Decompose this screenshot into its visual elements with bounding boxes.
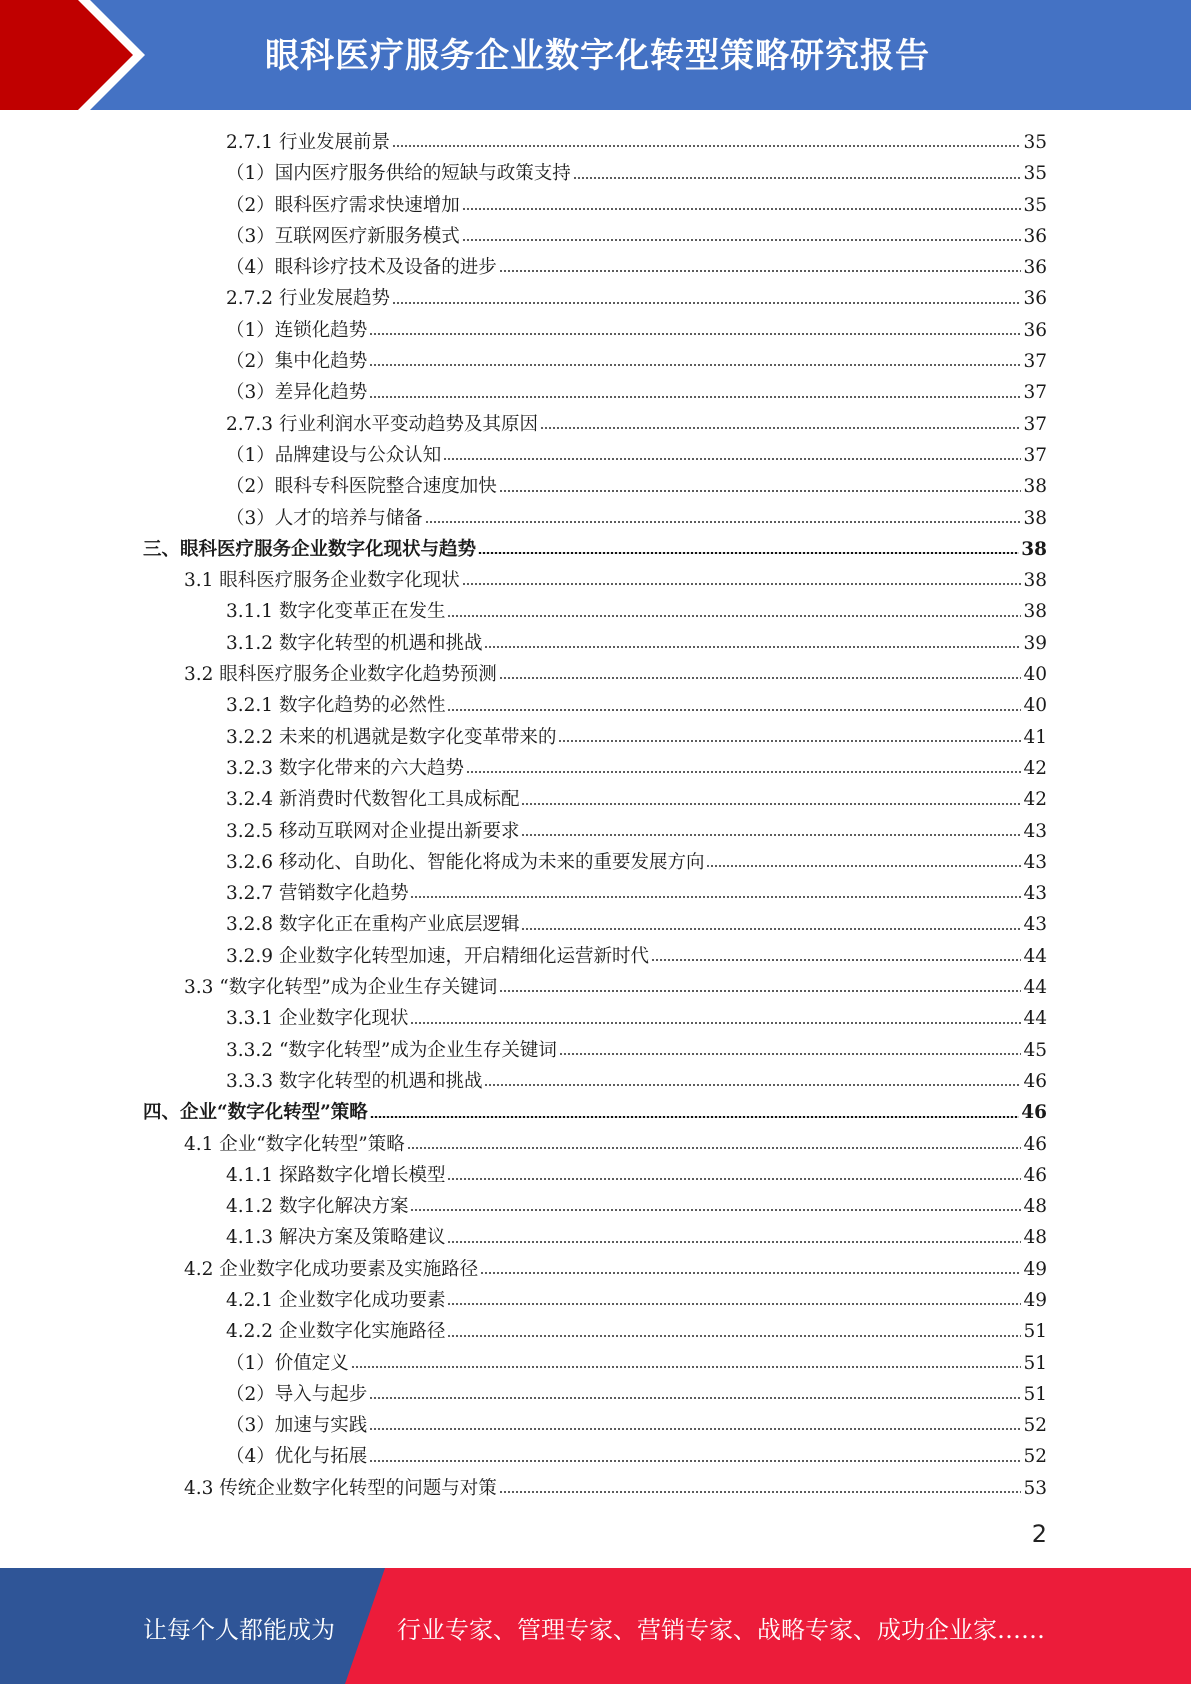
toc-entry[interactable] <box>0 878 1191 909</box>
toc-dot-leader <box>370 1116 1019 1118</box>
toc-entry[interactable] <box>0 972 1191 1003</box>
toc-entry-page: 45 <box>1023 1039 1047 1061</box>
toc-dot-leader <box>499 490 1022 492</box>
toc-dot-leader <box>369 1428 1021 1430</box>
toc-entry[interactable] <box>0 1410 1191 1441</box>
toc-entry-page: 40 <box>1023 664 1047 686</box>
toc-entry[interactable] <box>0 1035 1191 1066</box>
toc-dot-leader <box>466 771 1021 773</box>
toc-entry[interactable] <box>0 1254 1191 1285</box>
toc-entry-label: 3.2.2 未来的机遇就是数字化变革带来的 <box>226 726 557 748</box>
toc-entry[interactable] <box>0 377 1191 408</box>
toc-entry-label: （3）人才的培养与储备 <box>226 507 423 529</box>
toc-entry-page: 44 <box>1023 1008 1047 1030</box>
toc-entry[interactable] <box>0 1379 1191 1410</box>
toc-entry[interactable] <box>0 440 1191 471</box>
toc-entry-label: 4.1.2 数字化解决方案 <box>226 1196 409 1218</box>
toc-dot-leader <box>392 145 1021 147</box>
toc-dot-leader <box>447 709 1021 711</box>
toc-entry-page: 38 <box>1023 601 1047 623</box>
toc-entry[interactable] <box>0 753 1191 784</box>
toc-entry-page: 36 <box>1023 288 1047 310</box>
toc-dot-leader <box>484 646 1021 648</box>
toc-entry-label: 4.2.1 企业数字化成功要素 <box>226 1289 446 1311</box>
toc-dot-leader <box>499 270 1022 272</box>
header-banner <box>0 0 1191 110</box>
toc-entry[interactable] <box>0 471 1191 502</box>
toc-dot-leader <box>447 1335 1021 1337</box>
toc-entry[interactable] <box>0 1129 1191 1160</box>
toc-dot-leader <box>521 928 1021 930</box>
toc-entry-label: 3.1.2 数字化转型的机遇和挑战 <box>226 632 483 654</box>
toc-dot-leader <box>410 1209 1021 1211</box>
toc-entry-page: 38 <box>1023 570 1047 592</box>
toc-entry[interactable] <box>0 1066 1191 1097</box>
toc-dot-leader <box>462 208 1022 210</box>
toc-entry-label: 四、企业“数字化转型”策略 <box>143 1102 368 1124</box>
toc-entry[interactable] <box>0 158 1191 189</box>
toc-dot-leader <box>480 1272 1021 1274</box>
toc-dot-leader <box>651 959 1021 961</box>
toc-entry-label: 3.2.6 移动化、自助化、智能化将成为未来的重要发展方向 <box>226 851 705 873</box>
toc-entry-label: 4.1 企业“数字化转型”策略 <box>184 1133 405 1155</box>
toc-entry-label: 3.1 眼科医疗服务企业数字化现状 <box>184 570 460 592</box>
toc-entry[interactable] <box>0 1160 1191 1191</box>
toc-entry-page: 43 <box>1023 883 1047 905</box>
toc-entry-page: 46 <box>1023 1070 1047 1092</box>
toc-entry-page: 38 <box>1023 476 1047 498</box>
toc-dot-leader <box>407 1147 1022 1149</box>
toc-entry-label: 4.2.2 企业数字化实施路径 <box>226 1321 446 1343</box>
toc-entry-page: 38 <box>1021 538 1047 560</box>
toc-entry[interactable] <box>0 221 1191 252</box>
toc-entry-page: 53 <box>1023 1477 1047 1499</box>
toc-entry[interactable] <box>0 565 1191 596</box>
toc-entry-label: 2.7.3 行业利润水平变动趋势及其原因 <box>226 413 538 435</box>
toc-entry-label: （1）国内医疗服务供给的短缺与政策支持 <box>226 163 571 185</box>
toc-entry-label: 3.1.1 数字化变革正在发生 <box>226 601 446 623</box>
toc-entry-page: 36 <box>1023 257 1047 279</box>
toc-entry-page: 41 <box>1023 726 1047 748</box>
header-arrow-decoration <box>0 0 200 110</box>
toc-dot-leader <box>484 1084 1021 1086</box>
page-number: 2 <box>1031 1520 1047 1548</box>
toc-entry-label: 3.2 眼科医疗服务企业数字化趋势预测 <box>184 664 497 686</box>
toc-entry[interactable] <box>0 659 1191 690</box>
toc-entry[interactable] <box>0 784 1191 815</box>
toc-entry[interactable] <box>0 690 1191 721</box>
toc-dot-leader <box>558 740 1021 742</box>
toc-entry-page: 37 <box>1023 444 1047 466</box>
toc-dot-leader <box>410 1022 1021 1024</box>
toc-dot-leader <box>521 803 1021 805</box>
toc-entry[interactable] <box>0 1473 1191 1504</box>
toc-dot-leader <box>499 1491 1022 1493</box>
toc-dot-leader <box>425 521 1022 523</box>
toc-entry-page: 49 <box>1023 1258 1047 1280</box>
toc-entry[interactable] <box>0 941 1191 972</box>
toc-entry-label: （3）加速与实践 <box>226 1415 368 1437</box>
toc-entry[interactable] <box>0 127 1191 158</box>
toc-entry-page: 37 <box>1023 413 1047 435</box>
toc-entry-page: 49 <box>1023 1289 1047 1311</box>
toc-entry-page: 35 <box>1023 194 1047 216</box>
toc-entry-label: （2）眼科专科医院整合速度加快 <box>226 476 497 498</box>
toc-entry-page: 46 <box>1021 1102 1047 1124</box>
toc-entry-page: 46 <box>1023 1133 1047 1155</box>
toc-entry-label: 3.2.1 数字化趋势的必然性 <box>226 695 446 717</box>
toc-entry[interactable] <box>0 1097 1191 1128</box>
toc-entry-page: 48 <box>1023 1227 1047 1249</box>
toc-entry-page: 43 <box>1023 914 1047 936</box>
toc-entry-page: 44 <box>1023 945 1047 967</box>
toc-entry-page: 37 <box>1023 382 1047 404</box>
toc-entry-page: 38 <box>1023 507 1047 529</box>
toc-dot-leader <box>521 834 1021 836</box>
toc-entry-page: 35 <box>1023 132 1047 153</box>
toc-entry-page: 35 <box>1023 163 1047 185</box>
toc-entry[interactable] <box>0 409 1191 440</box>
toc-entry[interactable] <box>0 909 1191 940</box>
toc-dot-leader <box>462 239 1022 241</box>
toc-dot-leader <box>499 990 1021 992</box>
toc-entry-page: 37 <box>1023 351 1047 373</box>
toc-entry[interactable] <box>0 1191 1191 1222</box>
toc-entry-page: 44 <box>1023 977 1047 999</box>
toc-entry-label: （3）互联网医疗新服务模式 <box>226 225 460 247</box>
toc-dot-leader <box>369 1397 1021 1399</box>
toc-entry[interactable] <box>0 847 1191 878</box>
toc-entry-label: 4.1.3 解决方案及策略建议 <box>226 1227 446 1249</box>
toc-entry-label: 3.2.7 营销数字化趋势 <box>226 883 409 905</box>
toc-entry-label: （2）导入与起步 <box>226 1383 368 1405</box>
toc-entry-page: 48 <box>1023 1196 1047 1218</box>
toc-entry-label: （1）连锁化趋势 <box>226 319 368 341</box>
toc-dot-leader <box>447 1178 1021 1180</box>
toc-entry[interactable] <box>0 1441 1191 1472</box>
toc-entry[interactable] <box>0 1222 1191 1253</box>
toc-entry[interactable] <box>0 628 1191 659</box>
toc-entry-page: 42 <box>1023 789 1047 811</box>
toc-entry-label: （1）价值定义 <box>226 1352 349 1374</box>
toc-entry[interactable] <box>0 534 1191 565</box>
toc-dot-leader <box>499 677 1022 679</box>
toc-dot-leader <box>447 1303 1021 1305</box>
toc-entry-label: （3）差异化趋势 <box>226 382 368 404</box>
toc-dot-leader <box>573 177 1022 179</box>
footer-slogan-right: 行业专家、管理专家、营销专家、战略专家、成功企业家…… <box>397 1616 1045 1644</box>
toc-dot-leader <box>447 615 1021 617</box>
toc-entry-page: 40 <box>1023 695 1047 717</box>
toc-entry-label: （2）眼科医疗需求快速增加 <box>226 194 460 216</box>
toc-dot-leader <box>462 583 1022 585</box>
toc-entry-label: 3.3.2 “数字化转型”成为企业生存关键词 <box>226 1039 557 1061</box>
toc-entry[interactable] <box>0 283 1191 314</box>
toc-entry-label: 4.3 传统企业数字化转型的问题与对策 <box>184 1477 497 1499</box>
toc-entry-label: 3.3.3 数字化转型的机遇和挑战 <box>226 1070 483 1092</box>
toc-dot-leader <box>443 458 1021 460</box>
toc-entry[interactable] <box>0 1285 1191 1316</box>
toc-entry[interactable] <box>0 596 1191 627</box>
toc-entry[interactable] <box>0 190 1191 221</box>
toc-entry[interactable] <box>0 503 1191 534</box>
toc-entry-label: 3.3.1 企业数字化现状 <box>226 1008 409 1030</box>
table-of-contents <box>0 127 1191 1504</box>
toc-dot-leader <box>447 1241 1021 1243</box>
toc-entry-label: 4.2 企业数字化成功要素及实施路径 <box>184 1258 479 1280</box>
toc-entry-page: 42 <box>1023 757 1047 779</box>
toc-entry-label: （4）眼科诊疗技术及设备的进步 <box>226 257 497 279</box>
toc-entry-label: 3.2.8 数字化正在重构产业底层逻辑 <box>226 914 520 936</box>
toc-dot-leader <box>369 333 1021 335</box>
toc-dot-leader <box>392 302 1021 304</box>
toc-dot-leader <box>559 1053 1022 1055</box>
toc-entry[interactable] <box>0 1003 1191 1034</box>
toc-entry-page: 43 <box>1023 820 1047 842</box>
toc-entry-label: 3.2.3 数字化带来的六大趋势 <box>226 757 464 779</box>
toc-entry[interactable] <box>0 1316 1191 1347</box>
footer-slogan-left: 让每个人都能成为 <box>143 1616 335 1644</box>
toc-entry-label: （1）品牌建设与公众认知 <box>226 444 442 466</box>
toc-entry-page: 51 <box>1023 1321 1047 1343</box>
toc-entry-page: 52 <box>1023 1446 1047 1468</box>
toc-entry-page: 36 <box>1023 319 1047 341</box>
toc-entry-page: 51 <box>1023 1383 1047 1405</box>
toc-entry-page: 51 <box>1023 1352 1047 1374</box>
toc-entry-page: 46 <box>1023 1164 1047 1186</box>
toc-entry[interactable] <box>0 346 1191 377</box>
toc-entry-label: 4.1.1 探路数字化增长模型 <box>226 1164 446 1186</box>
toc-entry-label: 3.3 “数字化转型”成为企业生存关键词 <box>184 977 498 999</box>
toc-dot-leader <box>369 364 1021 366</box>
footer-banner <box>0 1568 1191 1684</box>
toc-entry-label: 2.7.1 行业发展前景 <box>226 132 390 153</box>
toc-entry[interactable] <box>0 315 1191 346</box>
toc-dot-leader <box>540 427 1021 429</box>
toc-dot-leader <box>351 1366 1022 1368</box>
toc-entry-page: 43 <box>1023 851 1047 873</box>
document-title: 眼科医疗服务企业数字化转型策略研究报告 <box>265 36 930 76</box>
toc-entry-page: 36 <box>1023 225 1047 247</box>
toc-entry-label: 2.7.2 行业发展趋势 <box>226 288 390 310</box>
toc-dot-leader <box>478 552 1019 554</box>
toc-entry-label: 3.2.5 移动互联网对企业提出新要求 <box>226 820 520 842</box>
toc-entry-label: 3.2.9 企业数字化转型加速，开启精细化运营新时代 <box>226 945 649 967</box>
toc-entry-label: 3.2.4 新消费时代数智化工具成标配 <box>226 789 520 811</box>
toc-entry-label: （4）优化与拓展 <box>226 1446 368 1468</box>
toc-dot-leader <box>410 896 1021 898</box>
toc-entry-label: （2）集中化趋势 <box>226 351 368 373</box>
toc-entry[interactable] <box>0 252 1191 283</box>
toc-entry-label: 三、眼科医疗服务企业数字化现状与趋势 <box>143 538 477 560</box>
toc-dot-leader <box>369 1460 1021 1462</box>
toc-dot-leader <box>706 865 1021 867</box>
toc-entry-page: 52 <box>1023 1415 1047 1437</box>
toc-entry[interactable] <box>0 722 1191 753</box>
toc-entry[interactable] <box>0 1348 1191 1379</box>
toc-entry-page: 39 <box>1023 632 1047 654</box>
toc-entry[interactable] <box>0 816 1191 847</box>
toc-dot-leader <box>369 396 1021 398</box>
